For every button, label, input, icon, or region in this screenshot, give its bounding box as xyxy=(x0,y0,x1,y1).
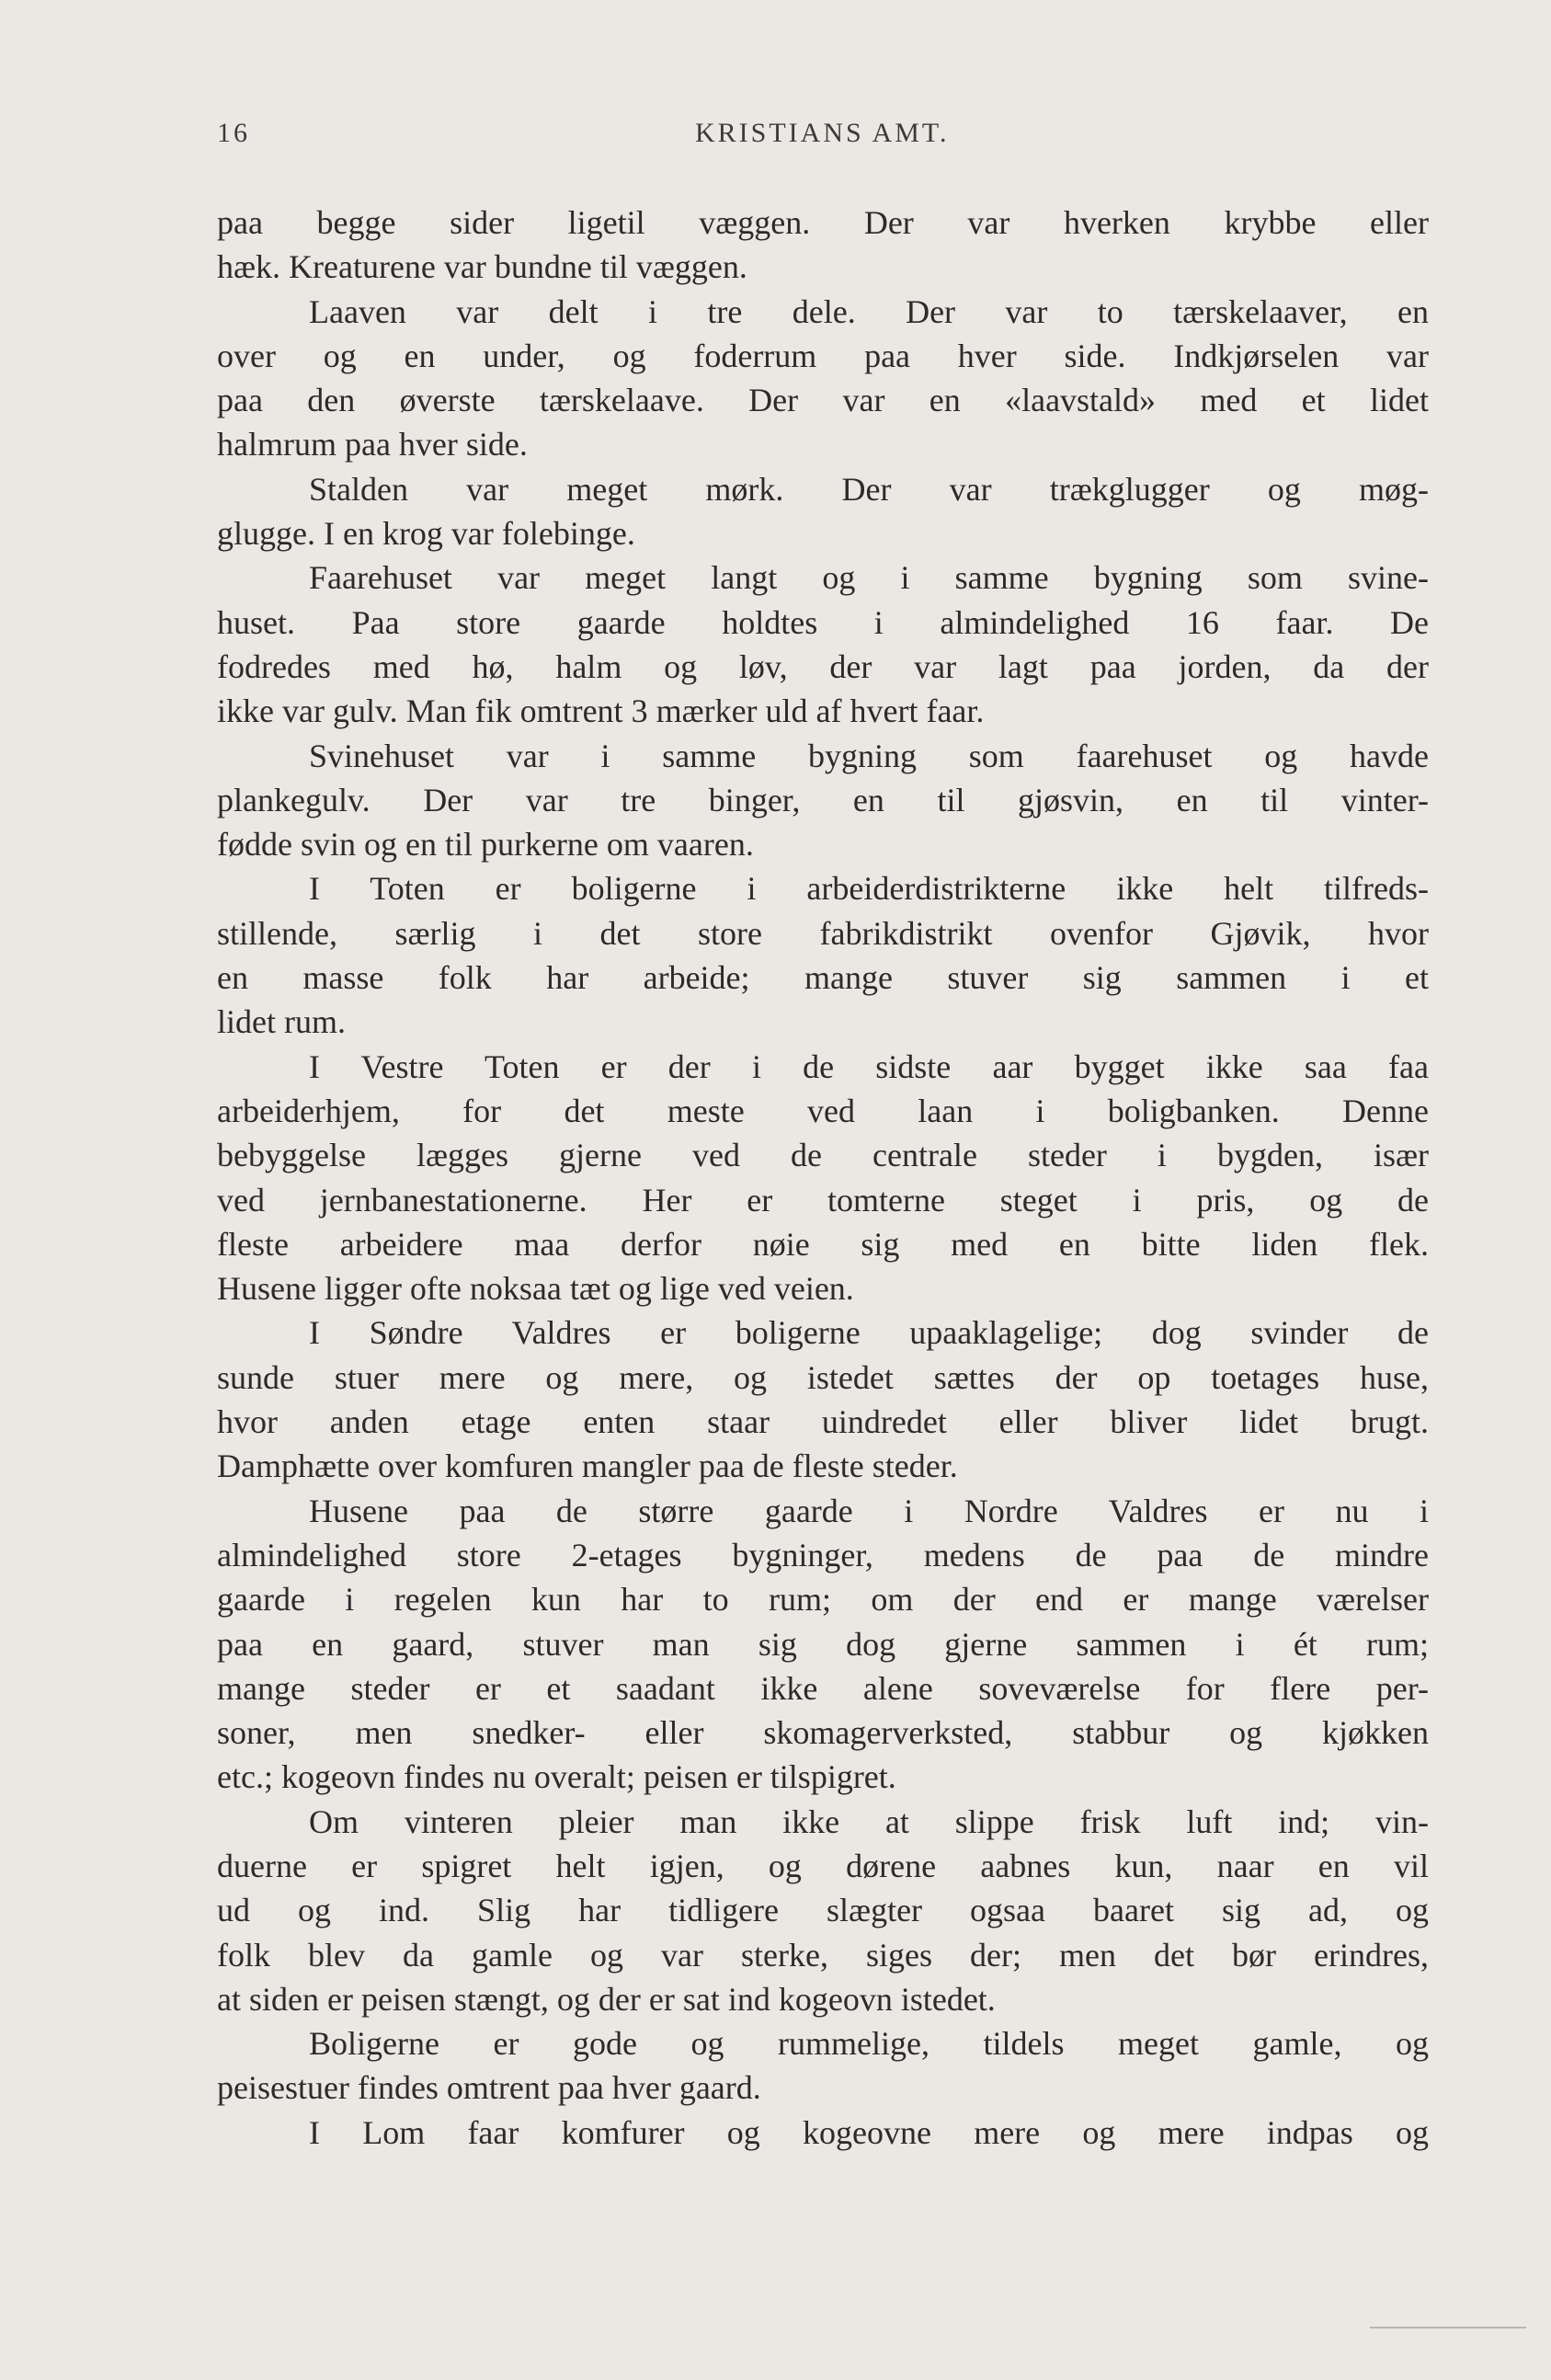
text-line: sunde stuer mere og mere, og istedet sættes der op toetages huse, xyxy=(217,1358,1429,1396)
text-line: duerne er spigret helt igjen, og dørene aabnes kun, naar en vil xyxy=(217,1847,1429,1884)
text-line: paa en gaard, stuver man sig dog gjerne sammen i ét rum; xyxy=(217,1625,1429,1663)
text-line: Damphætte over komfuren mangler paa de fleste steder. xyxy=(217,1447,958,1485)
text-line: hæk. Kreaturene var bundne til væggen. xyxy=(217,248,747,286)
text-line: Boligerne er gode og rummelige, tildels meget gamle, og xyxy=(309,2025,1429,2063)
text-line: I Vestre Toten er der i de sidste aar bygget ikke saa faa xyxy=(309,1047,1429,1085)
text-line: Laaven var delt i tre dele. Der var to tærskelaaver, en xyxy=(309,292,1429,330)
page-number: 16 xyxy=(217,118,250,148)
text-line: ved jernbanestationerne. Her er tomterne steget i pris, og de xyxy=(217,1181,1429,1219)
text-line: ikke var gulv. Man fik omtrent 3 mærker uld af hvert faar. xyxy=(217,692,985,730)
page-header xyxy=(217,118,1440,164)
bottom-edge-mark xyxy=(1370,2327,1526,2329)
text-line: I Søndre Valdres er boligerne upaaklagelige; dog svinder de xyxy=(309,1314,1429,1352)
text-line: glugge. I en krog var folebinge. xyxy=(217,515,635,553)
text-line: huset. Paa store gaarde holdtes i almindelighed 16 faar. De xyxy=(217,603,1429,641)
body-text xyxy=(217,200,1429,2155)
text-line: fødde svin og en til purkerne om vaaren. xyxy=(217,826,754,864)
text-line: en masse folk har arbeide; mange stuver sig sammen i et xyxy=(217,959,1429,997)
text-line: arbeiderhjem, for det meste ved laan i boligbanken. Denne xyxy=(217,1092,1429,1129)
text-line: Stalden var meget mørk. Der var trækglugger og møg- xyxy=(309,470,1429,508)
text-line: folk blev da gamle og var sterke, siges der; men det bør erindres, xyxy=(217,1936,1429,1974)
text-line: peisestuer findes omtrent paa hver gaard. xyxy=(217,2069,761,2107)
text-line: plankegulv. Der var tre binger, en til gjøsvin, en til vinter- xyxy=(217,781,1429,818)
text-line: I Toten er boligerne i arbeiderdistrikterne ikke helt tilfreds- xyxy=(309,870,1429,908)
text-line: fodredes med hø, halm og løv, der var lagt paa jorden, da der xyxy=(217,647,1429,685)
text-line: bebyggelse lægges gjerne ved de centrale steder i bygden, især xyxy=(217,1137,1429,1174)
text-line: Faarehuset var meget langt og i samme bygning som svine- xyxy=(309,559,1429,597)
text-line: hvor anden etage enten staar uindredet eller bliver lidet brugt. xyxy=(217,1403,1429,1441)
running-title: KRISTIANS AMT. xyxy=(695,118,950,148)
text-line: paa begge sider ligetil væggen. Der var hverken krybbe eller xyxy=(217,204,1429,241)
text-line: almindelighed store 2-etages bygninger, medens de paa de mindre xyxy=(217,1536,1429,1573)
text-line: etc.; kogeovn findes nu overalt; peisen er tilspigret. xyxy=(217,1758,896,1796)
text-line: ud og ind. Slig har tidligere slægter ogsaa baaret sig ad, og xyxy=(217,1892,1429,1929)
text-line: at siden er peisen stængt, og der er sat ind kogeovn istedet. xyxy=(217,1980,996,2018)
text-line: halmrum paa hver side. xyxy=(217,426,528,463)
text-line: fleste arbeidere maa derfor nøie sig med en bitte liden flek. xyxy=(217,1225,1429,1263)
text-line: I Lom faar komfurer og kogeovne mere og mere indpas og xyxy=(309,2113,1429,2151)
text-line: Svinehuset var i samme bygning som faarehuset og havde xyxy=(309,737,1429,774)
text-line: paa den øverste tærskelaave. Der var en «laavstald» med et lidet xyxy=(217,382,1429,419)
text-line: mange steder er et saadant ikke alene soveværelse for flere per- xyxy=(217,1669,1429,1707)
text-line: soner, men snedker- eller skomagerverksted, stabbur og kjøkken xyxy=(217,1714,1429,1752)
text-line: Husene paa de større gaarde i Nordre Valdres er nu i xyxy=(309,1492,1429,1529)
text-line: stillende, særlig i det store fabrikdistrikt ovenfor Gjøvik, hvor xyxy=(217,914,1429,952)
text-line: Om vinteren pleier man ikke at slippe frisk luft ind; vin- xyxy=(309,1802,1429,1840)
text-line: Husene ligger ofte noksaa tæt og lige ved veien. xyxy=(217,1270,854,1308)
text-line: over og en under, og foderrum paa hver side. Indkjørselen var xyxy=(217,337,1429,374)
text-line: gaarde i regelen kun har to rum; om der end er mange værelser xyxy=(217,1581,1429,1619)
text-line: lidet rum. xyxy=(217,1003,346,1041)
